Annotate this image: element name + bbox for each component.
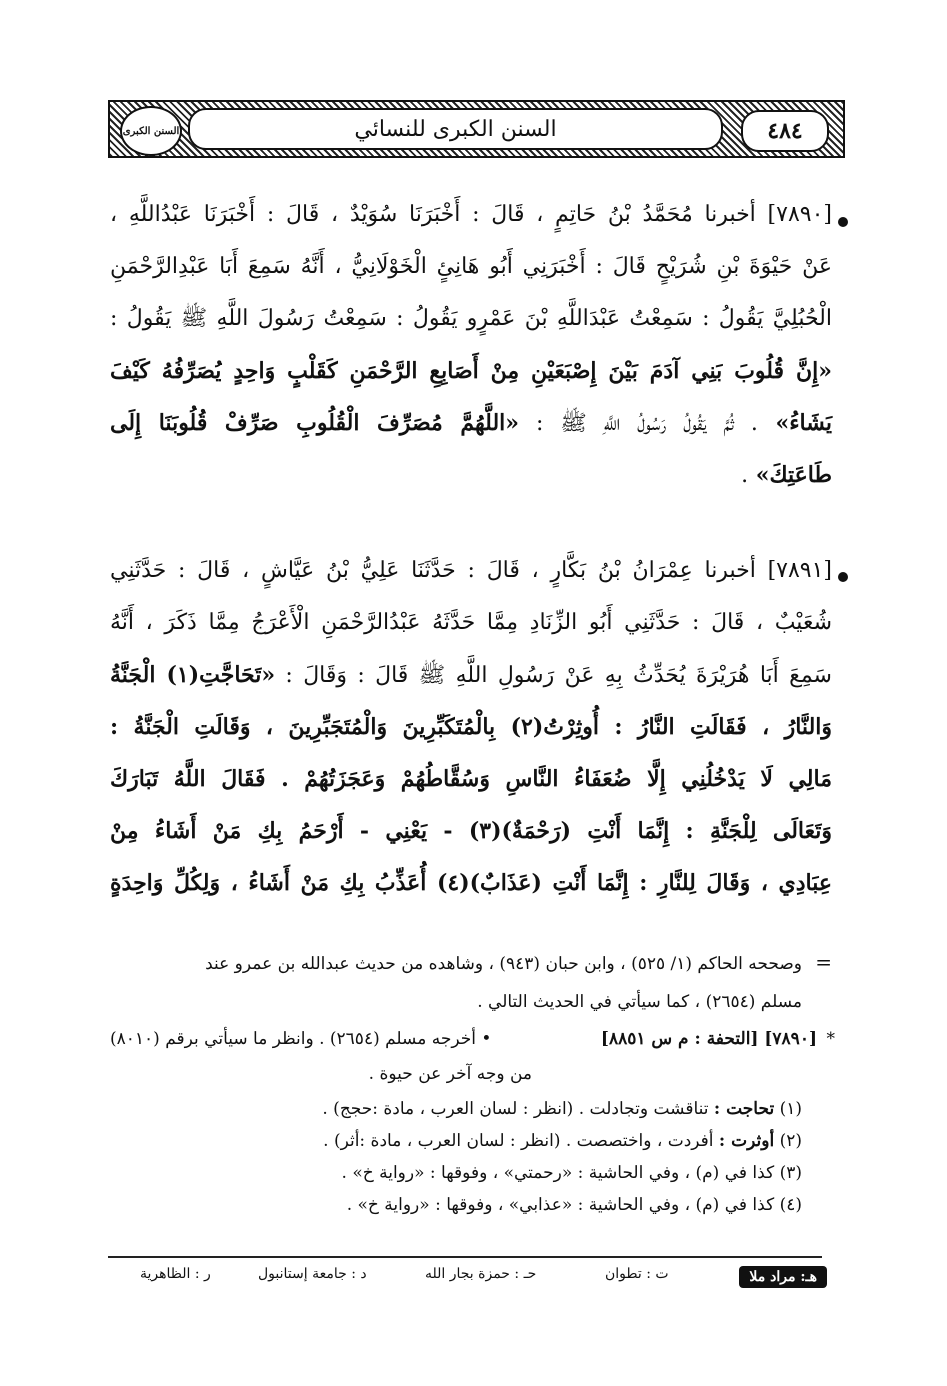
star-mark: * [826, 1029, 835, 1049]
text-line [110, 608, 832, 638]
manuscript-label-h: حـ : حمزة بجار الله [425, 1266, 537, 1282]
text-line [110, 868, 832, 899]
text-line [110, 660, 832, 691]
footnote-continuation-1: وصححه الحاكم (١/ ٥٢٥) ، وابن حبان (٩٤٣) ، وشاهده من حديث عبدالله بن عمرو عند [205, 954, 802, 974]
isnad-segment: . ثُمَّ يَقُولُ رَسُولُ اللَّهِ ﷺ : [519, 411, 758, 436]
hadith-bullet-icon [838, 217, 848, 227]
isnad-segment: . [741, 463, 749, 488]
isnad-segment: شُعَيْبٌ ، قَالَ : حَدَّثَنِي أَبُو الزِّنَادِ مِمَّا حَدَّثَهُ عَبْدُالرَّحْمَنِ الْأَعْرَجُ مِمَّا ذَكَرَ ، أَنَّهُ [110, 610, 832, 635]
isnad-segment: مُحَمَّدُ بْنُ حَاتِمٍ ، قَالَ : أَخْبَرَنَا سُوَيْدٌ ، قَالَ : أَخْبَرَنَا عَبْدُاللَّهِ ، [110, 202, 693, 227]
text-line [110, 304, 832, 334]
footnote-text: كذا في (م) ، وفي الحاشية : «رحمتي» ، وفوقها : «رواية خ» . [341, 1163, 775, 1183]
footnote-term: أوثرت : [718, 1131, 775, 1151]
takhrij-reference: [٧٨٩٠] [التحفة : م س ٨٨٥١] [600, 1029, 817, 1049]
hadith-matn-segment: وَتَعَالَى لِلْجَنَّةِ : إِنَّمَا أَنْتِ (رَحْمَةٌ)(٣) - يَعْنِي - أَرْحَمُ بِكِ مَنْ أَشَاءُ مِنْ [110, 818, 832, 844]
footnote-continuation-2: مسلم (٢٦٥٤) ، كما سيأتي في الحديث التالي . [477, 992, 802, 1012]
isnad-segment: عَنْ حَيْوَةَ بْنِ شُرَيْحٍ قَالَ : أَخْبَرَنِي أَبُو هَانِئٍ الْخَوْلَانِيُّ ، أَنَّهُ سَمِعَ أَبَا عَبْدِالرَّحْمَنِ [110, 254, 832, 279]
manuscript-label-t: ت : تطوان [605, 1266, 669, 1282]
text-line [110, 200, 832, 230]
hadith-matn-segment: مَالِي لَا يَدْخُلُنِي إِلَّا ضُعَفَاءُ النَّاسِ وَسُقَّاطُهُمْ وَعَجَزَتُهُمْ . فَقَالَ اللَّهُ تَبَارَكَ [110, 766, 832, 792]
footnote-text: تناقشت وتجادلت . (انظر : لسان العرب ، مادة :حجج) . [322, 1099, 714, 1119]
text-line [110, 252, 832, 282]
footnote-2 [323, 1129, 802, 1153]
hadith-matn-segment: «اللَّهُمَّ مُصَرِّفَ الْقُلُوبِ صَرِّفْ قُلُوبَنَا إِلَى [110, 410, 520, 436]
isnad-segment: أخبرنا [692, 558, 756, 583]
footnote-term: تحاجت : [713, 1099, 775, 1119]
manuscript-label-r: ر : الظاهرية [140, 1266, 211, 1282]
footnote-number: (١) [774, 1099, 802, 1119]
footnote-number: (٢) [774, 1131, 802, 1151]
text-line [110, 408, 832, 439]
isnad-segment: عِمْرَانُ بْنُ بَكَّارٍ ، قَالَ : حَدَّثَنَا عَلِيُّ بْنُ عَيَّاشٍ ، قَالَ : حَدَّثَنِي [110, 558, 693, 583]
footnote-3 [342, 1161, 802, 1185]
footnote-text: كذا في (م) ، وفي الحاشية : «عذابي» ، وفوقها : «رواية خ» . [346, 1195, 775, 1215]
hadith-matn-segment: «تَحَاجَّتِ(١) الْجَنَّةُ [110, 662, 276, 688]
footnote-text: أفردت ، واختصصت . (انظر : لسان العرب ، مادة :أثر) . [323, 1131, 719, 1151]
running-header [108, 100, 845, 158]
manuscript-label-d: د : جامعة إستانبول [258, 1266, 367, 1282]
text-line [110, 764, 832, 795]
isnad-segment: الْحُبُلِيَّ يَقُولُ : سَمِعْتُ عَبْدَاللَّهِ بْنَ عَمْرٍو يَقُولُ : سَمِعْتُ رَسُولَ اللَّهِ ﷺ يَقُولُ : [110, 306, 832, 331]
book-title: السنن الكبرى للنسائي [188, 108, 723, 150]
hadith-matn-segment: يَشَاءُ» [757, 410, 832, 436]
manuscript-label-m: هـ: مراد ملا [739, 1266, 827, 1288]
isnad-segment: أخبرنا [692, 202, 756, 227]
takhrij-continuation: من وجه آخر عن حيوة . [368, 1064, 532, 1084]
text-line [110, 556, 832, 586]
hadith-bullet-icon [838, 572, 848, 582]
footer-divider [108, 1256, 822, 1258]
isnad-segment: [٧٨٩١] [755, 558, 833, 583]
hadith-matn-segment: «إِنَّ قُلُوبَ بَنِي آدَمَ بَيْنَ إِصْبَعَيْنِ مِنْ أَصَابِعِ الرَّحْمَنِ كَقَلْبٍ وَاحِدٍ يُصَرِّفُهُ كَيْفَ [110, 358, 832, 384]
footnote-4 [347, 1193, 802, 1217]
hadith-matn-segment: عِبَادِي ، وَقَالَ لِلنَّارِ : إِنَّمَا أَنْتِ (عَذَابٌ)(٤) أُعَذِّبُ بِكِ مَنْ أَشَاءُ ، وَلِكُلِّ وَاحِدَةٍ [110, 870, 832, 896]
hadith-matn-segment: وَالنَّارُ ، فَقَالَتِ النَّارُ : أُوثِرْتُ(٢) بِالْمُتَكَبِّرِينَ وَالْمُتَجَبِّرِينَ ، وَقَالَتِ الْجَنَّةُ : [110, 714, 833, 740]
text-line [110, 712, 832, 743]
isnad-segment: [٧٨٩٠] [755, 202, 832, 227]
text-line [110, 460, 832, 491]
text-line [110, 356, 832, 387]
footnote-1 [322, 1097, 802, 1121]
footnote-number: (٤) [774, 1195, 802, 1215]
hadith-matn-segment: طَاعَتِكَ» [748, 462, 832, 488]
page-number: ٤٨٤ [741, 110, 829, 152]
footnote-number: (٣) [774, 1163, 802, 1183]
continuation-mark: = [815, 950, 832, 974]
isnad-segment: سَمِعَ أَبَا هُرَيْرَةَ يُحَدِّثُ بِهِ عَنْ رَسُولِ اللَّهِ ﷺ قَالَ : وَقَالَ : [275, 663, 832, 688]
takhrij-text: • أخرجه مسلم (٢٦٥٤) . وانظر ما سيأتي برقم (٨٠١٠) [110, 1029, 492, 1049]
text-line [110, 816, 832, 847]
book-logo: السنن الكبرى [120, 106, 182, 156]
